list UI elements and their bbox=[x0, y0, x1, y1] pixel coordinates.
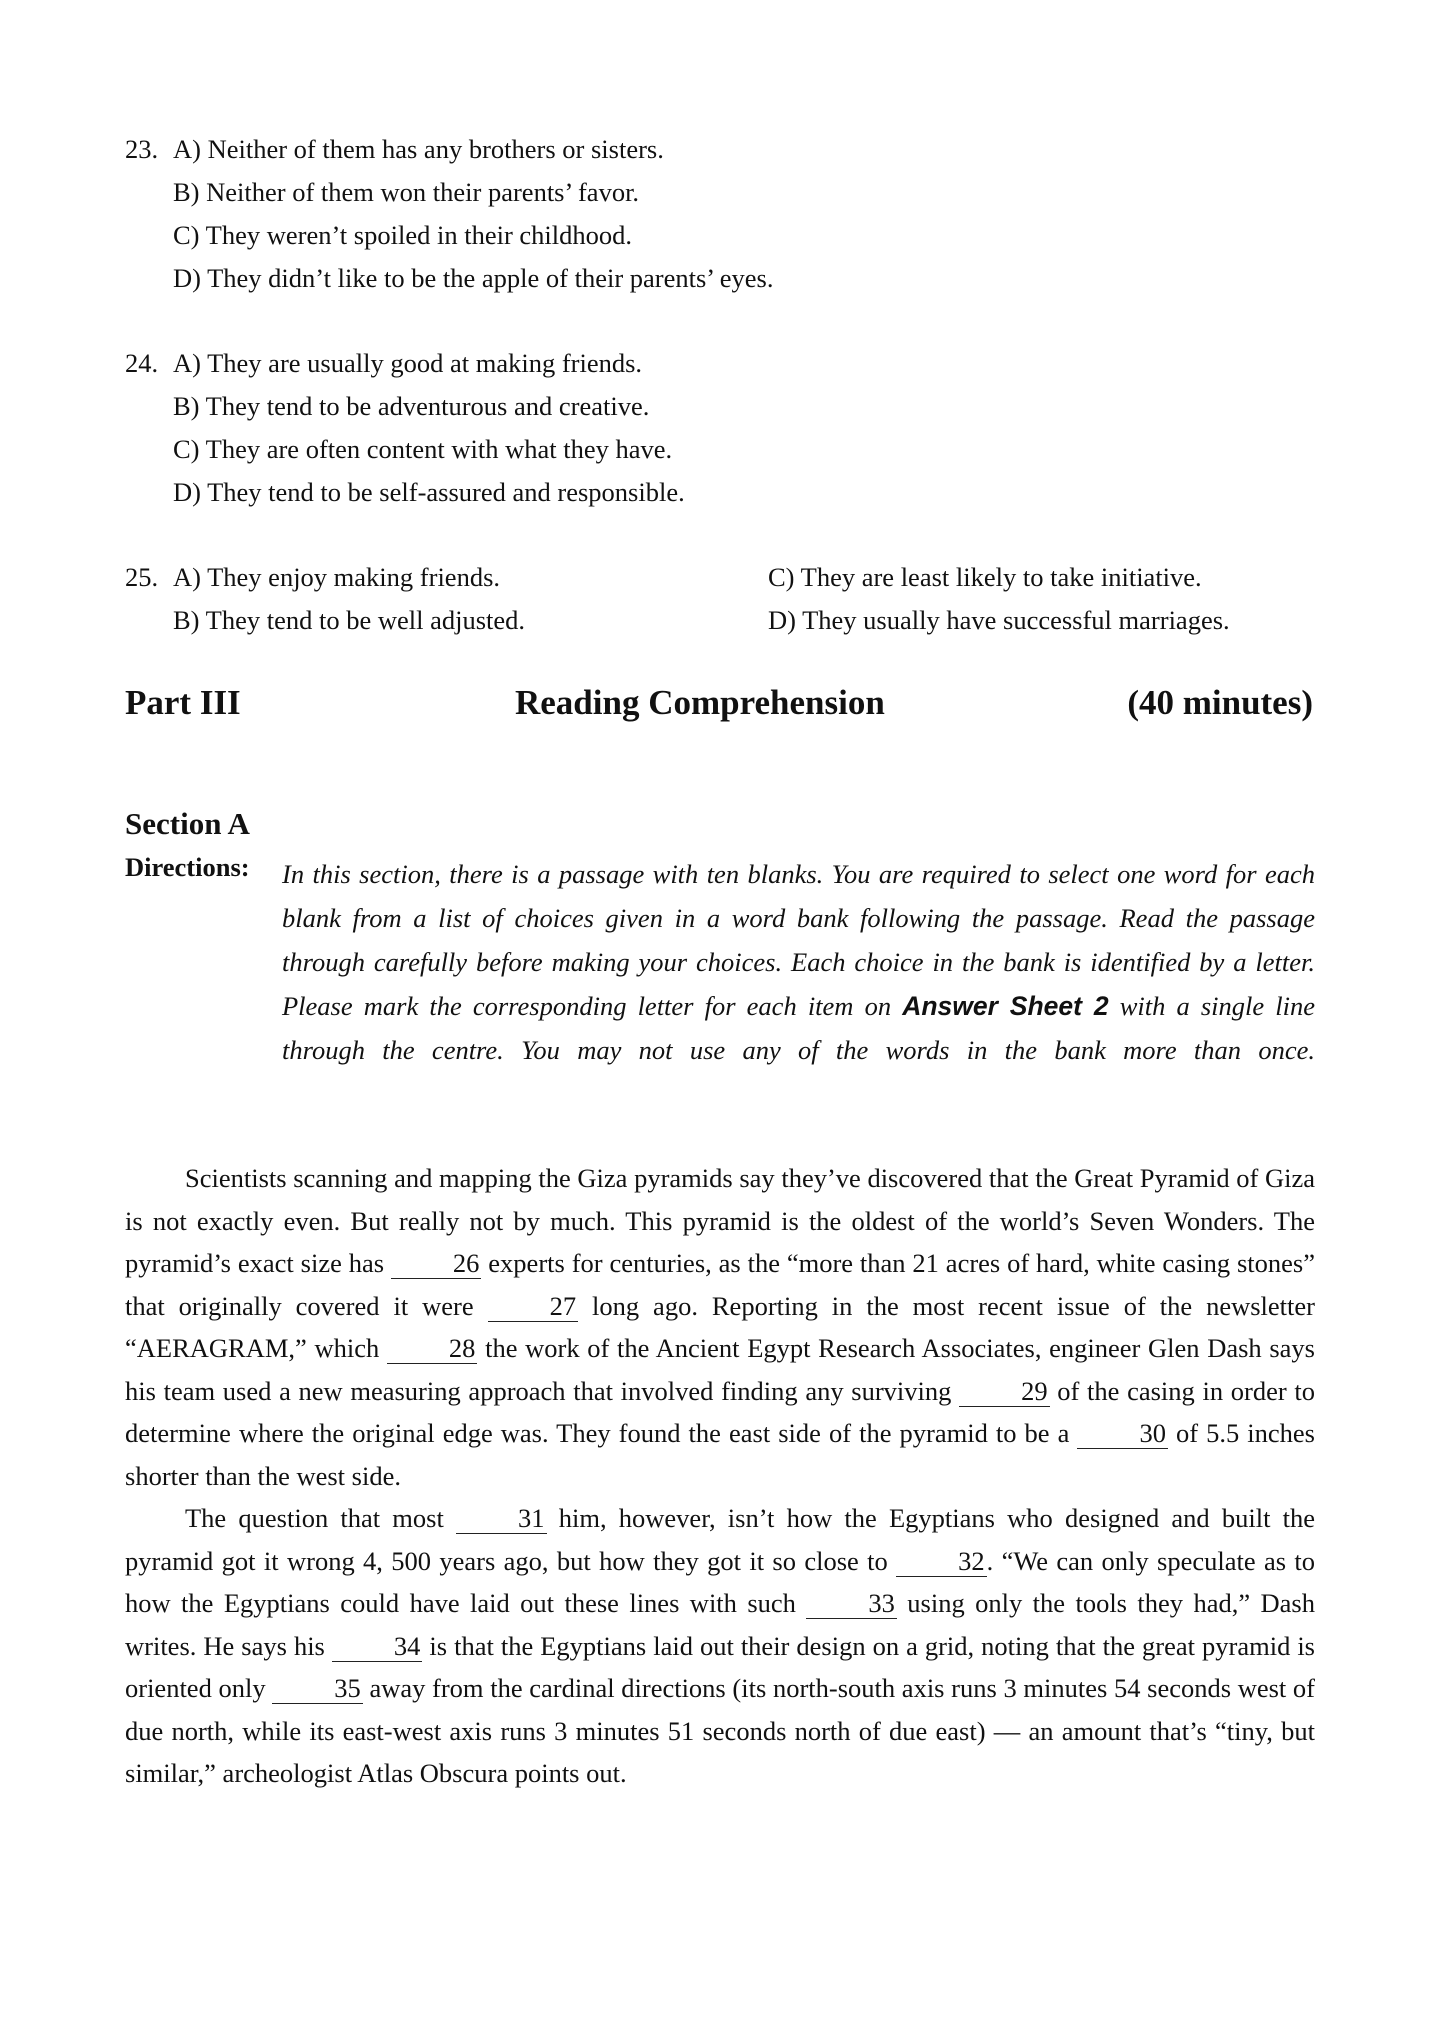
option-d: D) They didn’t like to be the apple of their parents’ eyes. bbox=[173, 263, 774, 293]
passage-text: is that the Egyptians laid out their design on a grid, noting that the great pyramid is oriented only bbox=[125, 1630, 1315, 1703]
passage-text: . “We can only speculate as to how the Egyptians could have laid out these lines with such bbox=[125, 1545, 1315, 1618]
passage-text: away from the cardinal directions (its north-south axis runs 3 minutes 54 seconds west of due north, while its east-west axis runs 3 minutes 51 seconds north of due east) — an amount that’s “tiny, but similar,” archeologist Atlas Obscura points out. bbox=[125, 1673, 1316, 1788]
option-a: A) They are usually good at making friends. bbox=[173, 348, 643, 378]
question-number: 25. bbox=[125, 562, 159, 592]
option-row bbox=[125, 556, 1325, 599]
passage-text: experts for centuries, as the “more than 21 acres of hard, white casing stones” that originally covered it were bbox=[125, 1248, 1315, 1321]
option-b: B) They tend to be well adjusted. bbox=[173, 605, 526, 635]
option-b: B) They tend to be adventurous and creative. bbox=[173, 391, 650, 421]
question-25 bbox=[125, 556, 1325, 642]
blank-30: 30 bbox=[1077, 1418, 1168, 1449]
question-24 bbox=[125, 342, 1325, 514]
passage-paragraph-2 bbox=[125, 1497, 1315, 1795]
part-label: Part III bbox=[125, 683, 241, 722]
passage-paragraph-1 bbox=[125, 1157, 1315, 1497]
blank-28: 28 bbox=[387, 1333, 478, 1364]
question-number: 23. bbox=[125, 134, 159, 164]
blank-26: 26 bbox=[391, 1248, 482, 1279]
question-23 bbox=[125, 128, 1325, 300]
passage-text: long ago. Reporting in the most recent issue of the newsletter “AERAGRAM,” which bbox=[125, 1290, 1315, 1363]
option-c: C) They weren’t spoiled in their childhood. bbox=[173, 220, 633, 250]
answer-sheet-emphasis: Answer Sheet 2 bbox=[902, 991, 1109, 1021]
option-b: B) Neither of them won their parents’ favor. bbox=[173, 177, 640, 207]
blank-32: 32 bbox=[896, 1546, 987, 1577]
passage-text: The question that most bbox=[185, 1503, 457, 1533]
passage-text: the work of the Ancient Egypt Research Associates, engineer Glen Dash says his team used a new measuring approach that involved finding any surviving bbox=[125, 1333, 1315, 1406]
option-a: A) They enjoy making friends. bbox=[173, 562, 501, 592]
option-line bbox=[125, 342, 1325, 385]
option-line bbox=[125, 128, 1325, 171]
blank-27: 27 bbox=[488, 1291, 579, 1322]
part-title: Reading Comprehension bbox=[515, 683, 885, 722]
passage-text: of the casing in order to determine where the original edge was. They found the east side of the pyramid to be a bbox=[125, 1375, 1315, 1448]
blank-34: 34 bbox=[332, 1631, 423, 1662]
blank-29: 29 bbox=[959, 1376, 1050, 1407]
directions bbox=[125, 852, 1315, 1072]
directions-label: Directions: bbox=[125, 852, 250, 882]
part-time: (40 minutes) bbox=[1127, 683, 1313, 722]
passage-text: of 5.5 inches shorter than the west side. bbox=[125, 1418, 1315, 1491]
passage-text: Scientists scanning and mapping the Giza pyramids say they’ve discovered that the Great Pyramid of Giza is not exactly even. But really not by much. This pyramid is the oldest of the world’s Seven Wonders. The pyramid’s exact size has bbox=[125, 1163, 1315, 1278]
blank-35: 35 bbox=[272, 1673, 363, 1704]
blank-33: 33 bbox=[806, 1588, 897, 1619]
passage-text: using only the tools they had,” Dash writes. He says his bbox=[125, 1588, 1315, 1661]
directions-text-2: with a single line through the centre. You may not use any of the words in the bank more than once. bbox=[282, 991, 1316, 1065]
option-d: D) They tend to be self-assured and responsible. bbox=[173, 477, 685, 507]
blank-31: 31 bbox=[456, 1503, 547, 1534]
question-number: 24. bbox=[125, 348, 159, 378]
reading-passage bbox=[125, 1157, 1315, 1795]
part-heading bbox=[125, 683, 1313, 733]
option-d: D) They usually have successful marriages. bbox=[768, 605, 1230, 635]
option-c: C) They are least likely to take initiative. bbox=[768, 562, 1202, 592]
option-c: C) They are often content with what they have. bbox=[173, 434, 673, 464]
directions-text bbox=[282, 852, 1315, 1072]
section-title: Section A bbox=[125, 806, 250, 841]
option-row bbox=[125, 599, 1325, 642]
passage-text: him, however, isn’t how the Egyptians who designed and built the pyramid got it wrong 4, 500 years ago, but how they got it so close to bbox=[125, 1503, 1315, 1576]
option-a: A) Neither of them has any brothers or sisters. bbox=[173, 134, 664, 164]
directions-text-1: In this section, there is a passage with ten blanks. You are required to select one word for each blank from a list of choices given in a word bank following the passage. Read the passage through carefully before making your choices. Each choice in the bank is identified by a letter. Please mark the corresponding letter for each item on bbox=[282, 859, 1315, 1021]
